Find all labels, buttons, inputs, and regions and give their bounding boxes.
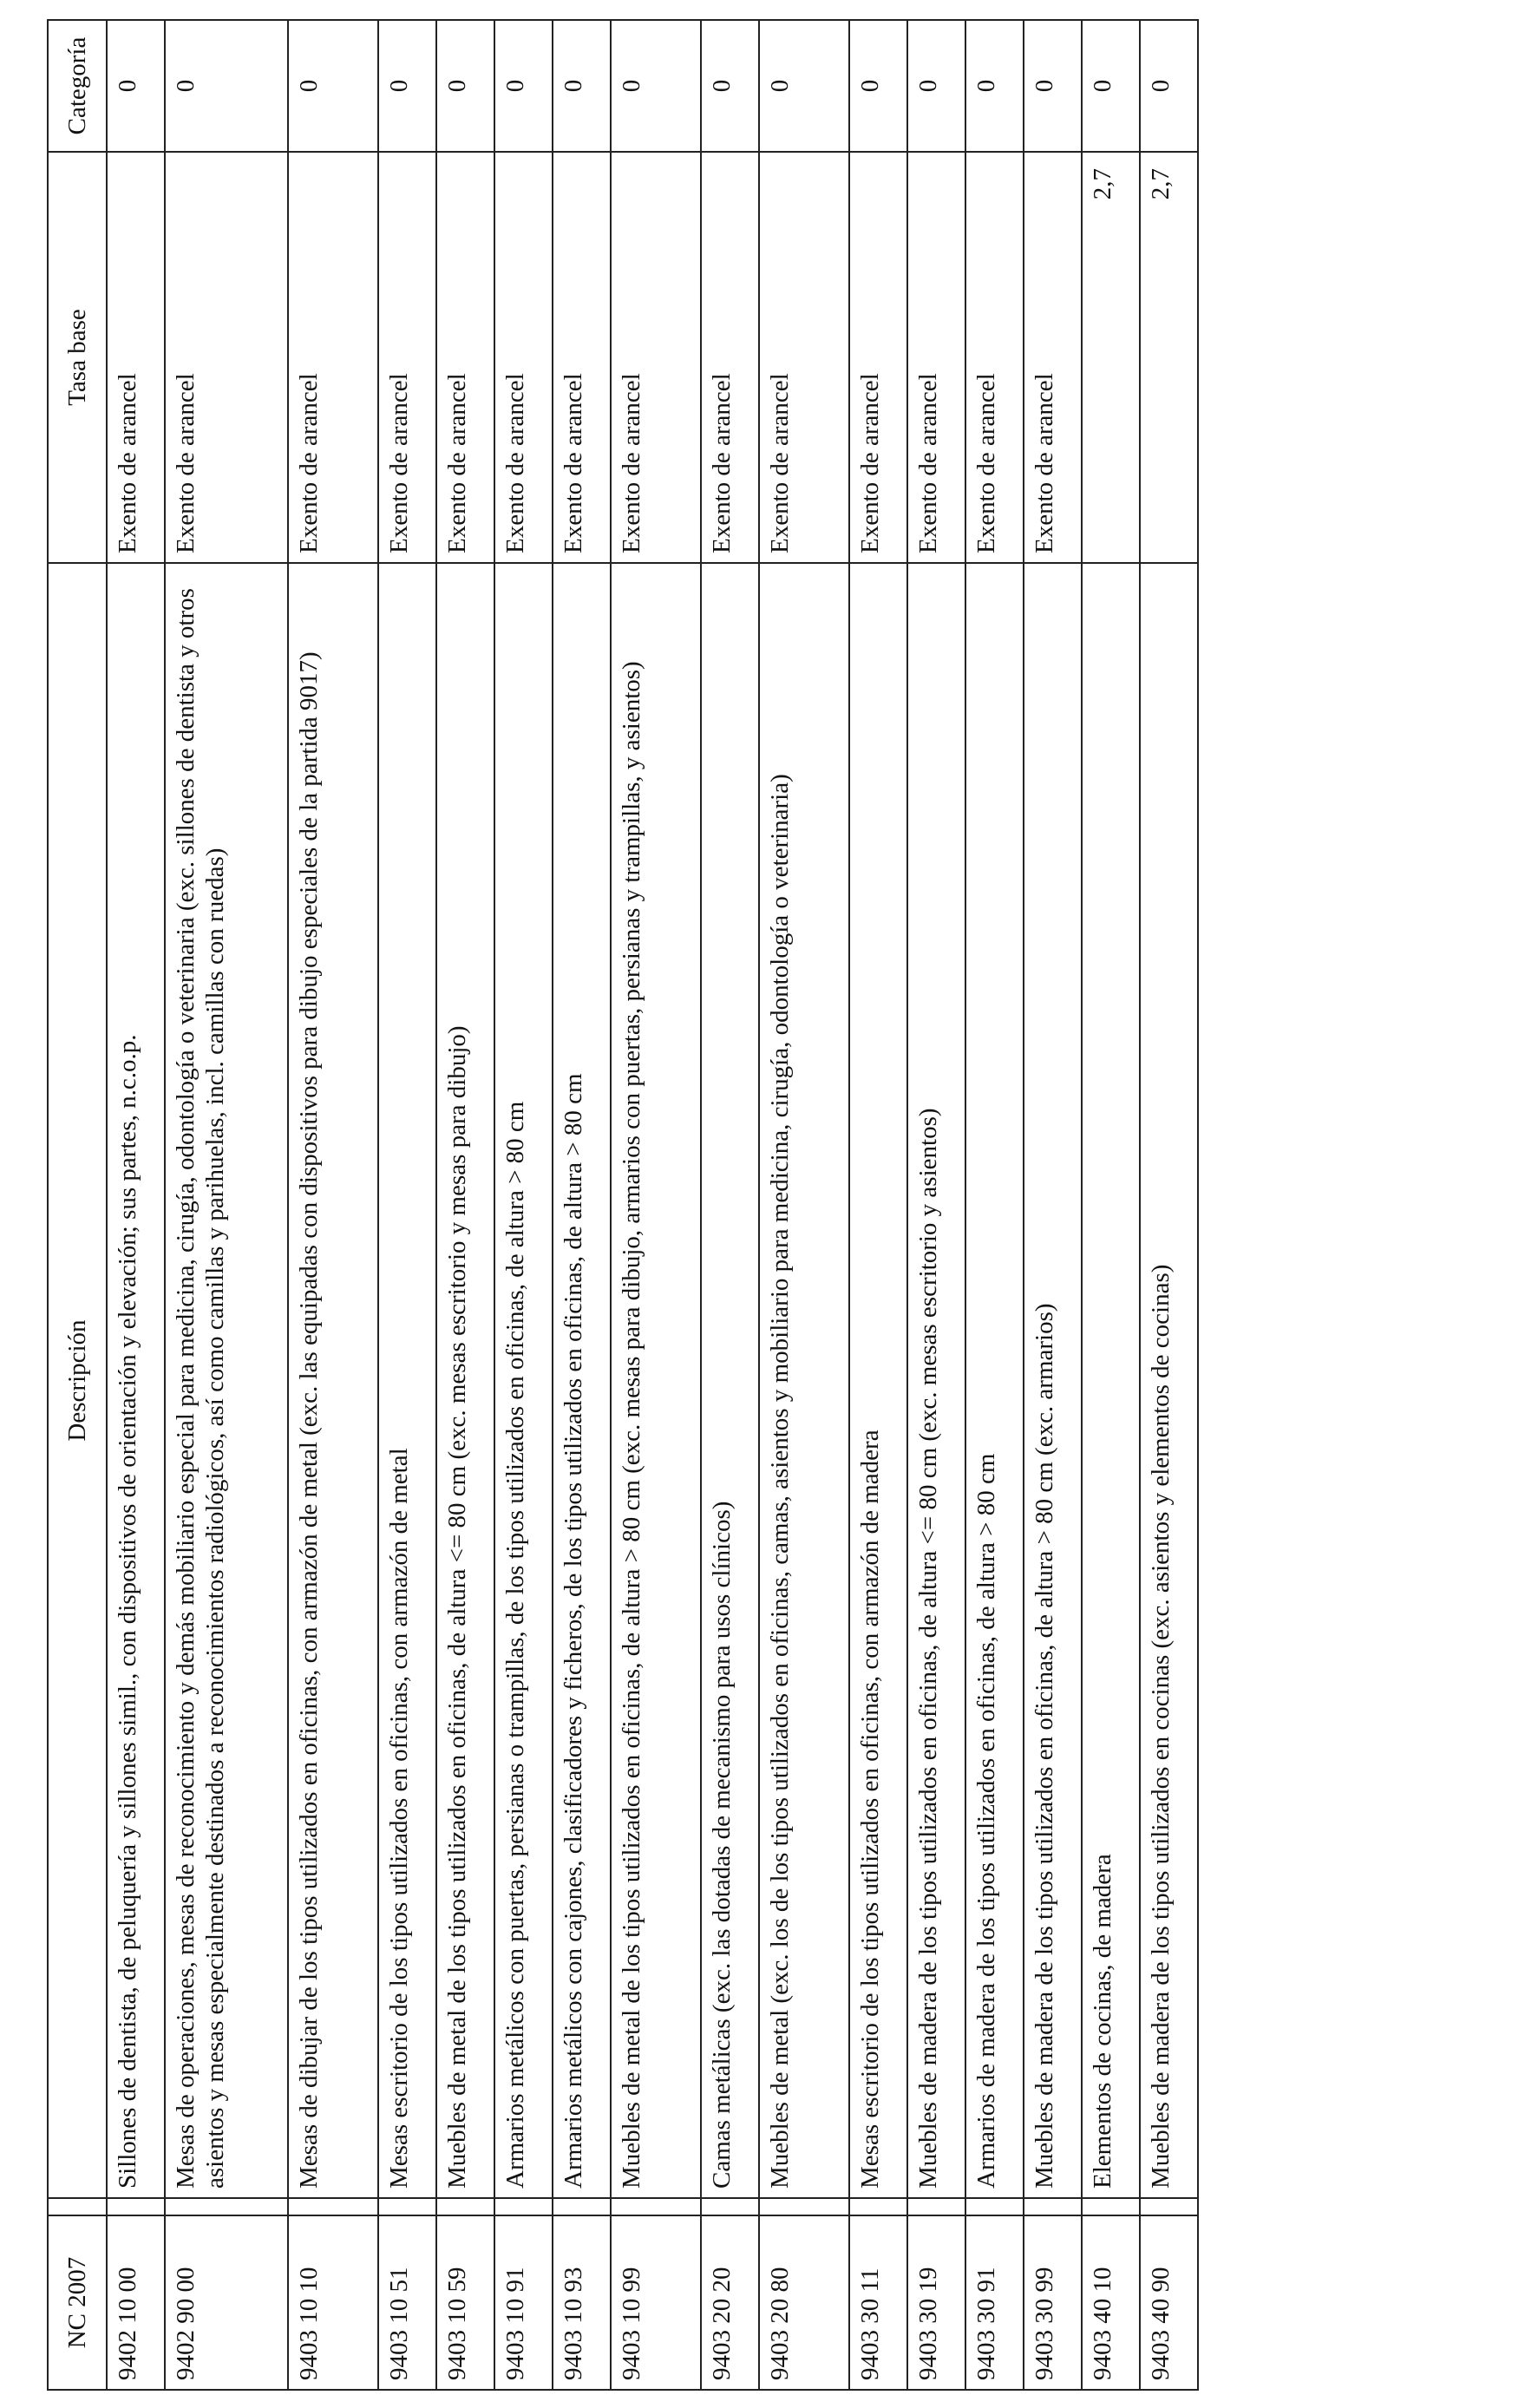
cell-code: 9403 10 93: [553, 2215, 611, 2390]
cell-spacer: [1082, 2198, 1140, 2215]
table-row: [107, 20, 165, 2390]
cell-base-rate: Exento de arancel: [849, 152, 907, 563]
cell-category: 0: [759, 20, 849, 152]
cell-base-rate: Exento de arancel: [436, 152, 494, 563]
table-row: [288, 20, 378, 2390]
cell-category: 0: [378, 20, 436, 152]
cell-base-rate: Exento de arancel: [965, 152, 1024, 563]
cell-description: Muebles de madera de los tipos utilizados en oficinas, de altura <= 80 cm (exc. mesas escritorio y asientos): [907, 563, 965, 2198]
table-row: [611, 20, 701, 2390]
cell-description: Mesas escritorio de los tipos utilizados en oficinas, con armazón de metal: [378, 563, 436, 2198]
cell-category: 0: [436, 20, 494, 152]
cell-base-rate: Exento de arancel: [165, 152, 288, 563]
cell-category: 0: [1140, 20, 1198, 152]
cell-category: 0: [611, 20, 701, 152]
cell-spacer: [701, 2198, 759, 2215]
table-row: [907, 20, 965, 2390]
cell-description: Armarios metálicos con cajones, clasificadores y ficheros, de los tipos utilizados en oficinas, de altura > 80 cm: [553, 563, 611, 2198]
cell-base-rate: Exento de arancel: [611, 152, 701, 563]
cell-code: 9403 30 91: [965, 2215, 1024, 2390]
cell-base-rate: Exento de arancel: [1024, 152, 1082, 563]
table-row: [1140, 20, 1198, 2390]
cell-code: 9403 30 11: [849, 2215, 907, 2390]
table-row: [494, 20, 553, 2390]
cell-code: 9403 40 10: [1082, 2215, 1140, 2390]
cell-code: 9403 40 90: [1140, 2215, 1198, 2390]
cell-description: Muebles de metal de los tipos utilizados en oficinas, de altura <= 80 cm (exc. mesas escritorio y mesas para dibujo): [436, 563, 494, 2198]
cell-category: 0: [494, 20, 553, 152]
cell-category: 0: [1082, 20, 1140, 152]
rotated-page: [47, 21, 1230, 2391]
header-spacer: [48, 2198, 107, 2215]
cell-base-rate: Exento de arancel: [553, 152, 611, 563]
cell-base-rate: Exento de arancel: [701, 152, 759, 563]
cell-description: Muebles de madera de los tipos utilizados en cocinas (exc. asientos y elementos de cocinas): [1140, 563, 1198, 2198]
cell-description: Armarios metálicos con puertas, persianas o trampillas, de los tipos utilizados en oficinas, de altura > 80 cm: [494, 563, 553, 2198]
table-row: [965, 20, 1024, 2390]
cell-category: 0: [553, 20, 611, 152]
cell-description: Muebles de madera de los tipos utilizados en oficinas, de altura > 80 cm (exc. armarios): [1024, 563, 1082, 2198]
cell-category: 0: [1024, 20, 1082, 152]
header-row: [48, 20, 107, 2390]
cell-code: 9403 10 51: [378, 2215, 436, 2390]
cell-description: Muebles de metal de los tipos utilizados en oficinas, de altura > 80 cm (exc. mesas para dibujo, armarios con puertas, persianas y trampillas, y asientos): [611, 563, 701, 2198]
cell-description: Camas metálicas (exc. las dotadas de mecanismo para usos clínicos): [701, 563, 759, 2198]
cell-spacer: [907, 2198, 965, 2215]
table-row: [553, 20, 611, 2390]
cell-spacer: [165, 2198, 288, 2215]
cell-description: Armarios de madera de los tipos utilizados en oficinas, de altura > 80 cm: [965, 563, 1024, 2198]
header-category: Categoría: [48, 20, 107, 152]
table-row: [1024, 20, 1082, 2390]
cell-code: 9403 30 19: [907, 2215, 965, 2390]
cell-category: 0: [849, 20, 907, 152]
cell-spacer: [378, 2198, 436, 2215]
cell-spacer: [494, 2198, 553, 2215]
cell-base-rate: Exento de arancel: [759, 152, 849, 563]
header-base-rate: Tasa base: [48, 152, 107, 563]
cell-base-rate: Exento de arancel: [907, 152, 965, 563]
cell-code: 9403 10 10: [288, 2215, 378, 2390]
table-row: [378, 20, 436, 2390]
cell-code: 9403 10 99: [611, 2215, 701, 2390]
cell-category: 0: [107, 20, 165, 152]
cell-base-rate: 2,7: [1140, 152, 1198, 563]
table-row: [436, 20, 494, 2390]
header-code: NC 2007: [48, 2215, 107, 2390]
cell-spacer: [1024, 2198, 1082, 2215]
cell-spacer: [553, 2198, 611, 2215]
cell-spacer: [107, 2198, 165, 2215]
tariff-table: [47, 19, 1199, 2391]
cell-base-rate: Exento de arancel: [378, 152, 436, 563]
cell-code: 9403 10 91: [494, 2215, 553, 2390]
cell-code: 9402 90 00: [165, 2215, 288, 2390]
cell-description: Elementos de cocinas, de madera: [1082, 563, 1140, 2198]
cell-code: 9403 30 99: [1024, 2215, 1082, 2390]
cell-base-rate: Exento de arancel: [288, 152, 378, 563]
table-row: [165, 20, 288, 2390]
cell-category: 0: [165, 20, 288, 152]
cell-category: 0: [288, 20, 378, 152]
cell-description: Mesas escritorio de los tipos utilizados en oficinas, con armazón de madera: [849, 563, 907, 2198]
cell-base-rate: Exento de arancel: [494, 152, 553, 563]
cell-description: Muebles de metal (exc. los de los tipos utilizados en oficinas, camas, asientos y mobiliario para medicina, cirugía, odontología o veterinaria): [759, 563, 849, 2198]
table-row: [1082, 20, 1140, 2390]
cell-spacer: [288, 2198, 378, 2215]
table-row: [759, 20, 849, 2390]
cell-category: 0: [907, 20, 965, 152]
cell-spacer: [849, 2198, 907, 2215]
cell-code: 9403 20 20: [701, 2215, 759, 2390]
cell-spacer: [611, 2198, 701, 2215]
cell-spacer: [965, 2198, 1024, 2215]
cell-description: Sillones de dentista, de peluquería y sillones simil., con dispositivos de orientación y elevación; sus partes, n.c.o.p.: [107, 563, 165, 2198]
cell-description: Mesas de operaciones, mesas de reconocimiento y demás mobiliario especial para medicina, cirugía, odontología o veterinaria (exc. sillones de dentista y otros asientos y mesas especialmente destinados a reconocimientos radiológicos, así como camillas y parihuelas, incl. camillas con ruedas): [165, 563, 288, 2198]
cell-category: 0: [965, 20, 1024, 152]
cell-base-rate: Exento de arancel: [107, 152, 165, 563]
cell-spacer: [436, 2198, 494, 2215]
cell-spacer: [1140, 2198, 1198, 2215]
cell-spacer: [759, 2198, 849, 2215]
cell-code: 9403 20 80: [759, 2215, 849, 2390]
table-row: [701, 20, 759, 2390]
cell-code: 9402 10 00: [107, 2215, 165, 2390]
cell-category: 0: [701, 20, 759, 152]
cell-code: 9403 10 59: [436, 2215, 494, 2390]
table-row: [849, 20, 907, 2390]
cell-description: Mesas de dibujar de los tipos utilizados en oficinas, con armazón de metal (exc. las equipadas con dispositivos para dibujo especiales de la partida 9017): [288, 563, 378, 2198]
header-description: Descripción: [48, 563, 107, 2198]
cell-base-rate: 2,7: [1082, 152, 1140, 563]
